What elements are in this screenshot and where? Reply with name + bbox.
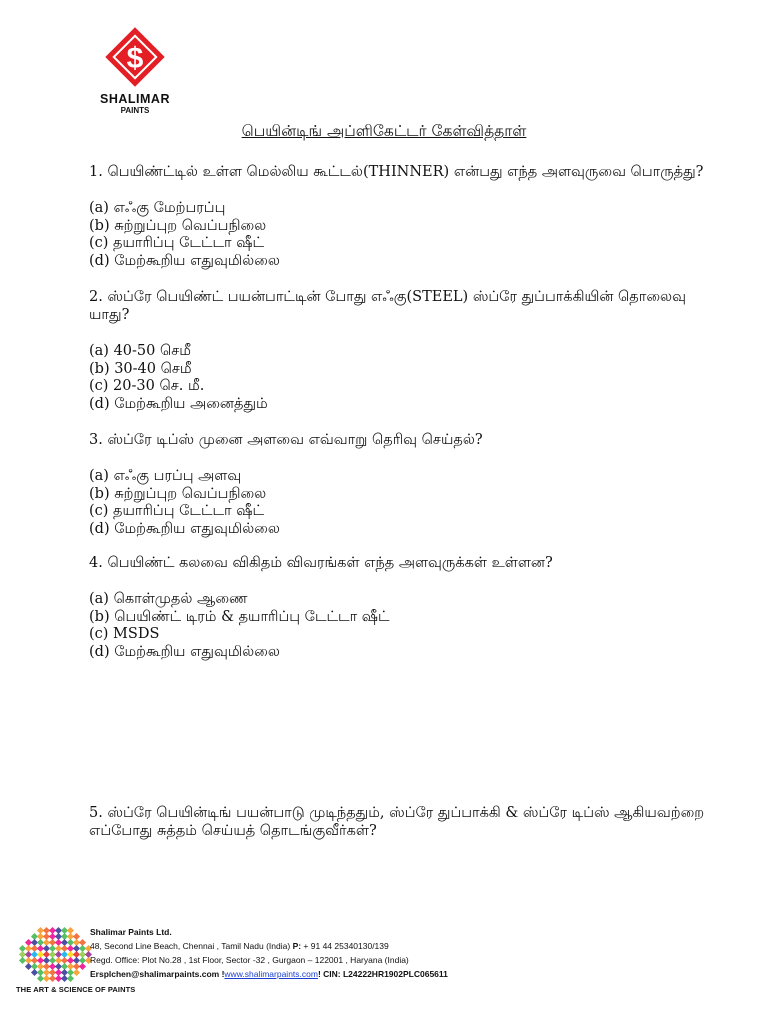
logo-brand: SHALIMAR <box>100 92 170 106</box>
question-5 <box>89 804 719 859</box>
mosaic-tile <box>79 963 86 970</box>
letterhead-footer <box>14 924 714 1004</box>
option-list <box>89 591 719 661</box>
option-d: (d) மேற்கூறிய எதுவுமில்லை <box>89 643 280 660</box>
question-1 <box>89 163 719 270</box>
option-c: (c) 20-30 செ. மீ. <box>89 378 205 394</box>
question-2 <box>89 288 719 413</box>
svg-text:$: $ <box>126 42 144 75</box>
website-link[interactable]: www.shalimarpaints.com <box>224 969 318 979</box>
cin-text: ! CIN: L24222HR1902PLC065611 <box>317 969 448 979</box>
option-b: (b) பெயிண்ட் டிரம் & தயாரிப்பு டேட்டா ஷீட் <box>89 608 390 625</box>
shalimar-logo <box>92 26 178 115</box>
option-c: (c) MSDS <box>89 626 160 642</box>
company-name: Shalimar Paints Ltd. <box>90 927 172 937</box>
option-d: (d) மேற்கூறிய எதுவுமில்லை <box>89 252 280 269</box>
option-list <box>89 343 719 413</box>
question-text: 1. பெயிண்ட்டில் உள்ள மெல்லிய கூட்டல்(THINNER) என்பது எந்த அளவுருவை பொருத்து? <box>89 164 704 180</box>
option-c: (c) தயாரிப்பு டேட்டா ஷீட் <box>89 503 264 519</box>
option-list <box>89 200 719 270</box>
option-b: (b) சுற்றுப்புற வெப்பநிலை <box>89 485 267 502</box>
document-title: பெயின்டிங் அப்ளிகேட்டர் கேள்வித்தாள் <box>241 122 527 140</box>
option-list <box>89 468 719 538</box>
option-a: (a) 40-50 செமீ <box>89 343 192 359</box>
tagline: THE ART & SCIENCE OF PAINTS <box>16 985 136 994</box>
option-d: (d) மேற்கூறிய அனைத்தும் <box>89 395 268 412</box>
question-3 <box>89 431 719 538</box>
option-d: (d) மேற்கூறிய எதுவுமில்லை <box>89 520 280 537</box>
question-text: 3. ஸ்ப்ரே டிப்ஸ் முனை அளவை எவ்வாறு தெரிவு செய்தல்? <box>89 432 483 448</box>
email-text: Ersplchen@shalimarpaints.com ! <box>90 969 225 979</box>
address-line: 48, Second Line Beach, Chennai , Tamil Nadu (India) P: + 91 44 25340130/139 <box>90 941 389 951</box>
paint-mosaic-logo <box>14 924 94 984</box>
option-a: (a) எஃகு பரப்பு அளவு <box>89 468 242 484</box>
question-text: 4. பெயிண்ட் கலவை விகிதம் விவரங்கள் எந்த அளவுருக்கள் உள்ளன? <box>89 555 553 571</box>
mosaic-tile <box>73 969 80 976</box>
question-4 <box>89 554 719 661</box>
question-text: 2. ஸ்ப்ரே பெயிண்ட் பயன்பாட்டின் போது எஃகு(STEEL) ஸ்ப்ரே துப்பாக்கியின் தொலைவு யாது? <box>89 289 686 323</box>
option-a: (a) கொள்முதல் ஆணை <box>89 591 248 607</box>
mosaic-tile <box>67 975 74 982</box>
registered-office-line: Regd. Office: Plot No.28 , 1st Floor, Sector -32 , Gurgaon – 122001 , Haryana (India) <box>90 955 409 965</box>
option-b: (b) சுற்றுப்புற வெப்பநிலை <box>89 217 267 234</box>
dollar-icon <box>104 26 166 88</box>
question-text: 5. ஸ்ப்ரே பெயின்டிங் பயன்பாடு முடிந்ததும், ஸ்ப்ரே துப்பாக்கி & ஸ்ப்ரே டிப்ஸ் ஆகியவற்றை எப்போது சுத்தம் செய்யத் தொடங்குவீர்கள்? <box>89 805 705 839</box>
option-b: (b) 30-40 செமீ <box>89 360 192 377</box>
option-c: (c) தயாரிப்பு டேட்டா ஷீட் <box>89 235 264 251</box>
logo-subtitle: PAINTS <box>120 106 150 115</box>
contact-line <box>90 969 448 979</box>
option-a: (a) எஃகு மேற்பரப்பு <box>89 200 226 216</box>
